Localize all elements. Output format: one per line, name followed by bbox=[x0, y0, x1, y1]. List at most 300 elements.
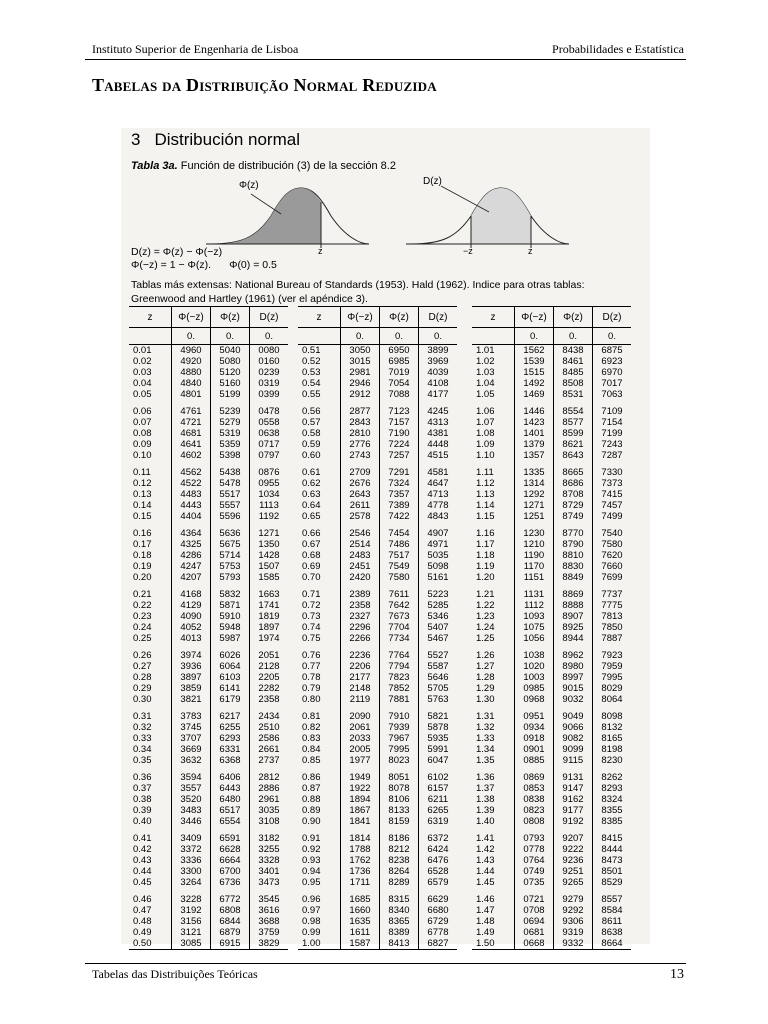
table-cell: 7737 bbox=[593, 583, 632, 600]
table-cell: 3446 bbox=[172, 816, 211, 827]
table-row bbox=[298, 428, 457, 439]
z-value: 1.31 bbox=[476, 711, 495, 722]
z-value: 0.17 bbox=[133, 539, 152, 550]
table-row bbox=[298, 916, 457, 927]
table-cell: 7157 bbox=[380, 417, 419, 428]
z-value: 1.32 bbox=[476, 722, 495, 733]
table-cell: 1093 bbox=[515, 611, 554, 622]
table-cell: 6729 bbox=[419, 916, 458, 927]
table-cell: 2266 bbox=[341, 633, 380, 644]
table-cell: 7580 bbox=[380, 572, 419, 583]
table-cell: 3594 bbox=[172, 766, 211, 783]
z-value: 0.96 bbox=[302, 894, 321, 905]
z-value: 0.80 bbox=[302, 694, 321, 705]
table-cell: 4247 bbox=[172, 561, 211, 572]
table-row bbox=[129, 561, 288, 572]
table-cell: 4325 bbox=[172, 539, 211, 550]
table-cell: 4581 bbox=[419, 461, 458, 478]
z-value: 1.13 bbox=[476, 489, 495, 500]
z-value: 0.49 bbox=[133, 927, 152, 938]
table-cell: 5910 bbox=[211, 611, 250, 622]
z-value: 1.02 bbox=[476, 356, 495, 367]
table-cell: 2389 bbox=[341, 583, 380, 600]
header-course: Probabilidades e Estatística bbox=[552, 42, 684, 56]
table-cell: 1314 bbox=[515, 478, 554, 489]
table-cell: 2358 bbox=[341, 600, 380, 611]
z-value: 0.33 bbox=[133, 733, 152, 744]
table-cell: 9162 bbox=[554, 794, 593, 805]
table-cell: 0885 bbox=[515, 755, 554, 766]
z-value: 0.77 bbox=[302, 661, 321, 672]
z-value: 0.43 bbox=[133, 855, 152, 866]
table-cell: 5160 bbox=[211, 378, 250, 389]
table-cell: 9222 bbox=[554, 844, 593, 855]
table-cell: 0955 bbox=[250, 478, 289, 489]
table-cell: 8385 bbox=[593, 816, 632, 827]
table-cell: 1401 bbox=[515, 428, 554, 439]
table-row bbox=[129, 877, 288, 888]
table-cell: 8473 bbox=[593, 855, 632, 866]
table-cell: 8869 bbox=[554, 583, 593, 600]
table-cell: 8133 bbox=[380, 805, 419, 816]
table-row bbox=[298, 805, 457, 816]
table-cell: 6591 bbox=[211, 827, 250, 844]
table-row bbox=[129, 378, 288, 389]
table-cell: 3829 bbox=[250, 938, 289, 950]
table-row bbox=[298, 672, 457, 683]
table-cell: 1741 bbox=[250, 600, 289, 611]
z-value: 1.48 bbox=[476, 916, 495, 927]
table-row bbox=[129, 478, 288, 489]
table-row bbox=[129, 755, 288, 766]
table-cell: 8508 bbox=[554, 378, 593, 389]
z-value: 0.45 bbox=[133, 877, 152, 888]
table-row bbox=[472, 644, 631, 661]
table-cell: 6047 bbox=[419, 755, 458, 766]
table-cell: 1585 bbox=[250, 572, 289, 583]
z-value: 0.78 bbox=[302, 672, 321, 683]
table-cell: 8888 bbox=[554, 600, 593, 611]
table-cell: 8438 bbox=[554, 345, 593, 357]
table-cell: 9082 bbox=[554, 733, 593, 744]
z-value: 1.24 bbox=[476, 622, 495, 633]
table-cell: 8315 bbox=[380, 888, 419, 905]
table-cell: 0. bbox=[380, 328, 419, 345]
table-cell: 4761 bbox=[172, 400, 211, 417]
table-row bbox=[298, 744, 457, 755]
table-cell: 5527 bbox=[419, 644, 458, 661]
table-row bbox=[472, 905, 631, 916]
table-cell: 0. bbox=[554, 328, 593, 345]
table-row bbox=[129, 938, 288, 950]
table-row bbox=[298, 722, 457, 733]
table-cell: 5821 bbox=[419, 705, 458, 722]
table-cell: 0. bbox=[419, 328, 458, 345]
z-value: 1.49 bbox=[476, 927, 495, 938]
table-cell: 6736 bbox=[211, 877, 250, 888]
table-cell: 8599 bbox=[554, 428, 593, 439]
table-row bbox=[129, 633, 288, 644]
table-row bbox=[298, 766, 457, 783]
table-cell: 6664 bbox=[211, 855, 250, 866]
table-cell: 8165 bbox=[593, 733, 632, 744]
z-value: 0.60 bbox=[302, 450, 321, 461]
table-cell: 0918 bbox=[515, 733, 554, 744]
z-value: 1.37 bbox=[476, 783, 495, 794]
z-value: 0.12 bbox=[133, 478, 152, 489]
table-cell: 1335 bbox=[515, 461, 554, 478]
table-row bbox=[129, 827, 288, 844]
table-cell: 1190 bbox=[515, 550, 554, 561]
table-cell: 8501 bbox=[593, 866, 632, 877]
table-cell: 1428 bbox=[250, 550, 289, 561]
table-cell: 5467 bbox=[419, 633, 458, 644]
z-value: 0.79 bbox=[302, 683, 321, 694]
table-row bbox=[129, 539, 288, 550]
z-value: 1.25 bbox=[476, 633, 495, 644]
table-row bbox=[298, 572, 457, 583]
table-cell: 5398 bbox=[211, 450, 250, 461]
z-value: 1.17 bbox=[476, 539, 495, 550]
table-cell: 3121 bbox=[172, 927, 211, 938]
z-value: 1.18 bbox=[476, 550, 495, 561]
table-cell: 7243 bbox=[593, 439, 632, 450]
table-cell: 5557 bbox=[211, 500, 250, 511]
section-number: 3 bbox=[131, 130, 141, 149]
table-cell: 3783 bbox=[172, 705, 211, 722]
z-value: 0.68 bbox=[302, 550, 321, 561]
table-cell: 6179 bbox=[211, 694, 250, 705]
table-cell: 6778 bbox=[419, 927, 458, 938]
table-cell: 2810 bbox=[341, 428, 380, 439]
table-cell: 6923 bbox=[593, 356, 632, 367]
z-value: 1.40 bbox=[476, 816, 495, 827]
table-cell: 3328 bbox=[250, 855, 289, 866]
table-row bbox=[129, 855, 288, 866]
table-cell: 7257 bbox=[380, 450, 419, 461]
table-cell: 0708 bbox=[515, 905, 554, 916]
table-cell bbox=[298, 328, 341, 345]
table-cell: 8621 bbox=[554, 439, 593, 450]
table-cell: 8238 bbox=[380, 855, 419, 866]
table-row bbox=[298, 489, 457, 500]
table-cell: 1685 bbox=[341, 888, 380, 905]
table-cell: 0668 bbox=[515, 938, 554, 950]
z-value: 0.32 bbox=[133, 722, 152, 733]
table-cell: 1469 bbox=[515, 389, 554, 400]
z-value: 0.81 bbox=[302, 711, 321, 722]
z-value: 0.44 bbox=[133, 866, 152, 877]
table-cell: 7910 bbox=[380, 705, 419, 722]
table-cell: 8262 bbox=[593, 766, 632, 783]
z-value: 0.93 bbox=[302, 855, 321, 866]
table-cell: 7063 bbox=[593, 389, 632, 400]
table-cell: 5346 bbox=[419, 611, 458, 622]
table-row bbox=[129, 356, 288, 367]
z-value: 0.24 bbox=[133, 622, 152, 633]
z-value: 0.10 bbox=[133, 450, 152, 461]
table-cell: 9115 bbox=[554, 755, 593, 766]
z-value: 0.76 bbox=[302, 650, 321, 661]
table-row bbox=[472, 844, 631, 855]
z-value: 1.12 bbox=[476, 478, 495, 489]
z-value: 0.07 bbox=[133, 417, 152, 428]
table-cell: 6424 bbox=[419, 844, 458, 855]
table-cell: 8159 bbox=[380, 816, 419, 827]
table-row bbox=[472, 550, 631, 561]
z-value: 0.54 bbox=[302, 378, 321, 389]
table-cell: 8485 bbox=[554, 367, 593, 378]
table-cell: 4207 bbox=[172, 572, 211, 583]
z-value: 0.09 bbox=[133, 439, 152, 450]
z-value: 1.26 bbox=[476, 650, 495, 661]
table-row bbox=[129, 794, 288, 805]
table-cell: 1113 bbox=[250, 500, 289, 511]
z-value: 0.37 bbox=[133, 783, 152, 794]
table-cell: 1230 bbox=[515, 522, 554, 539]
table-row bbox=[472, 888, 631, 905]
cdf-z-tick: z bbox=[318, 246, 323, 254]
table-row bbox=[472, 417, 631, 428]
table-cell: 0778 bbox=[515, 844, 554, 855]
table-cell: 1379 bbox=[515, 439, 554, 450]
table-cell: 7017 bbox=[593, 378, 632, 389]
table-row bbox=[298, 461, 457, 478]
table-row bbox=[472, 428, 631, 439]
z-value: 0.94 bbox=[302, 866, 321, 877]
z-value: 0.42 bbox=[133, 844, 152, 855]
table-cell: 8064 bbox=[593, 694, 632, 705]
table-cell: 1894 bbox=[341, 794, 380, 805]
table-cell: 7415 bbox=[593, 489, 632, 500]
table-cell: 0399 bbox=[250, 389, 289, 400]
table-cell: 5359 bbox=[211, 439, 250, 450]
table-row bbox=[472, 572, 631, 583]
table-row bbox=[129, 417, 288, 428]
table-cell: 0968 bbox=[515, 694, 554, 705]
column-header: Φ(−z) bbox=[341, 307, 380, 328]
table-row bbox=[472, 600, 631, 611]
z-value: 0.56 bbox=[302, 406, 321, 417]
table-cell: 3015 bbox=[341, 356, 380, 367]
table-cell: 5517 bbox=[211, 489, 250, 500]
table-cell: 3300 bbox=[172, 866, 211, 877]
z-value: 1.35 bbox=[476, 755, 495, 766]
z-value: 0.53 bbox=[302, 367, 321, 378]
z-value: 1.19 bbox=[476, 561, 495, 572]
table-cell: 4681 bbox=[172, 428, 211, 439]
table-row bbox=[472, 805, 631, 816]
z-value: 1.15 bbox=[476, 511, 495, 522]
z-value: 0.72 bbox=[302, 600, 321, 611]
z-value: 0.15 bbox=[133, 511, 152, 522]
table-cell: 6808 bbox=[211, 905, 250, 916]
table-row bbox=[298, 622, 457, 633]
table-cell: 1020 bbox=[515, 661, 554, 672]
z-value: 0.20 bbox=[133, 572, 152, 583]
z-value: 0.08 bbox=[133, 428, 152, 439]
z-value: 0.97 bbox=[302, 905, 321, 916]
table-row bbox=[298, 522, 457, 539]
table-cell: 1814 bbox=[341, 827, 380, 844]
column-header: D(z) bbox=[419, 307, 458, 328]
table-row bbox=[472, 345, 631, 357]
table-row bbox=[129, 844, 288, 855]
table-cell: 0808 bbox=[515, 816, 554, 827]
z-value: 1.09 bbox=[476, 439, 495, 450]
table-cell: 3707 bbox=[172, 733, 211, 744]
table-row bbox=[472, 583, 631, 600]
table-cell: 4778 bbox=[419, 500, 458, 511]
z-value: 0.01 bbox=[133, 345, 152, 356]
table-cell: 0. bbox=[593, 328, 632, 345]
table-row bbox=[129, 439, 288, 450]
table-cell: 2737 bbox=[250, 755, 289, 766]
table-cell: 7357 bbox=[380, 489, 419, 500]
table-cell: 4129 bbox=[172, 600, 211, 611]
table-cell: 0901 bbox=[515, 744, 554, 755]
table-row bbox=[129, 705, 288, 722]
z-value: 0.46 bbox=[133, 894, 152, 905]
table-cell: 7199 bbox=[593, 428, 632, 439]
table-cell: 8051 bbox=[380, 766, 419, 783]
table-cell: 1788 bbox=[341, 844, 380, 855]
table-cell: 1192 bbox=[250, 511, 289, 522]
column-header: D(z) bbox=[250, 307, 289, 328]
table-cell: 1271 bbox=[250, 522, 289, 539]
z-value: 1.11 bbox=[476, 467, 494, 478]
table-cell: 5636 bbox=[211, 522, 250, 539]
table-row bbox=[129, 461, 288, 478]
z-value: 0.22 bbox=[133, 600, 152, 611]
table-cell: 9177 bbox=[554, 805, 593, 816]
table-cell: 9099 bbox=[554, 744, 593, 755]
table-cell: 5705 bbox=[419, 683, 458, 694]
table-cell: 1663 bbox=[250, 583, 289, 600]
table-cell: 9251 bbox=[554, 866, 593, 877]
table-cell: 1003 bbox=[515, 672, 554, 683]
z-value: 1.33 bbox=[476, 733, 495, 744]
table-cell: 8925 bbox=[554, 622, 593, 633]
table-row bbox=[472, 356, 631, 367]
table-cell: 8355 bbox=[593, 805, 632, 816]
table-row bbox=[472, 827, 631, 844]
table-cell: 7154 bbox=[593, 417, 632, 428]
table-caption-text: Función de distribución (3) de la sección 8.2 bbox=[180, 160, 396, 172]
table-row bbox=[129, 500, 288, 511]
table-cell: 4515 bbox=[419, 450, 458, 461]
table-cell: 1251 bbox=[515, 511, 554, 522]
table-cell: 8029 bbox=[593, 683, 632, 694]
table-cell: 3936 bbox=[172, 661, 211, 672]
table-cell: 8729 bbox=[554, 500, 593, 511]
table-cell: 5763 bbox=[419, 694, 458, 705]
scanned-table-image bbox=[121, 128, 650, 949]
table-cell: 7224 bbox=[380, 439, 419, 450]
table-cell: 2061 bbox=[341, 722, 380, 733]
table-cell: 5987 bbox=[211, 633, 250, 644]
table-cell: 2119 bbox=[341, 694, 380, 705]
table-cell: 3899 bbox=[419, 345, 458, 357]
table-cell: 0239 bbox=[250, 367, 289, 378]
z-value: 0.71 bbox=[302, 589, 321, 600]
section-heading bbox=[131, 130, 300, 150]
table-cell: 1056 bbox=[515, 633, 554, 644]
table-cell: 3974 bbox=[172, 644, 211, 661]
table-cell: 2776 bbox=[341, 439, 380, 450]
table-cell: 9332 bbox=[554, 938, 593, 950]
formula-symmetry: Φ(−z) = 1 − Φ(z). bbox=[131, 259, 212, 271]
table-cell: 8664 bbox=[593, 938, 632, 950]
table-row bbox=[298, 378, 457, 389]
table-row bbox=[298, 694, 457, 705]
table-cell: 8529 bbox=[593, 877, 632, 888]
table-row bbox=[298, 683, 457, 694]
z-value: 1.20 bbox=[476, 572, 495, 583]
table-cell: 5948 bbox=[211, 622, 250, 633]
table-cell: 3557 bbox=[172, 783, 211, 794]
z-value: 1.04 bbox=[476, 378, 495, 389]
table-cell: 2128 bbox=[250, 661, 289, 672]
table-row bbox=[129, 572, 288, 583]
table-row bbox=[129, 722, 288, 733]
table-cell: 2177 bbox=[341, 672, 380, 683]
table-cell: 1492 bbox=[515, 378, 554, 389]
z-value: 0.47 bbox=[133, 905, 152, 916]
table-row bbox=[129, 583, 288, 600]
table-cell: 3035 bbox=[250, 805, 289, 816]
column-header: Φ(z) bbox=[554, 307, 593, 328]
cdf-shaded-area bbox=[211, 188, 321, 244]
table-row bbox=[129, 905, 288, 916]
table-cell: 6255 bbox=[211, 722, 250, 733]
table-cell: 1587 bbox=[341, 938, 380, 950]
page-number: 13 bbox=[670, 967, 684, 982]
z-value: 0.85 bbox=[302, 755, 321, 766]
z-value: 1.05 bbox=[476, 389, 495, 400]
table-cell: 3192 bbox=[172, 905, 211, 916]
z-value: 0.50 bbox=[129, 938, 172, 950]
table-cell: 8186 bbox=[380, 827, 419, 844]
table-cell: 7540 bbox=[593, 522, 632, 539]
column-header: z bbox=[472, 307, 515, 328]
table-cell: 8293 bbox=[593, 783, 632, 794]
z-value: 0.40 bbox=[133, 816, 152, 827]
table-cell: 8810 bbox=[554, 550, 593, 561]
table-cell: 6443 bbox=[211, 783, 250, 794]
z-value: 0.74 bbox=[302, 622, 321, 633]
table-cell: 7324 bbox=[380, 478, 419, 489]
table-row bbox=[472, 794, 631, 805]
table-cell: 9015 bbox=[554, 683, 593, 694]
z-value: 0.64 bbox=[302, 500, 321, 511]
table-cell: 3669 bbox=[172, 744, 211, 755]
table-cell: 4013 bbox=[172, 633, 211, 644]
table-cell: 8997 bbox=[554, 672, 593, 683]
table-row bbox=[472, 389, 631, 400]
table-cell: 5223 bbox=[419, 583, 458, 600]
table-cell: 2981 bbox=[341, 367, 380, 378]
table-cell: 9032 bbox=[554, 694, 593, 705]
table-cell: 4713 bbox=[419, 489, 458, 500]
table-cell: 0721 bbox=[515, 888, 554, 905]
table-cell: 3156 bbox=[172, 916, 211, 927]
table-row bbox=[129, 805, 288, 816]
table-cell: 2483 bbox=[341, 550, 380, 561]
z-value: 1.34 bbox=[476, 744, 495, 755]
table-cell: 4801 bbox=[172, 389, 211, 400]
table-cell: 3182 bbox=[250, 827, 289, 844]
